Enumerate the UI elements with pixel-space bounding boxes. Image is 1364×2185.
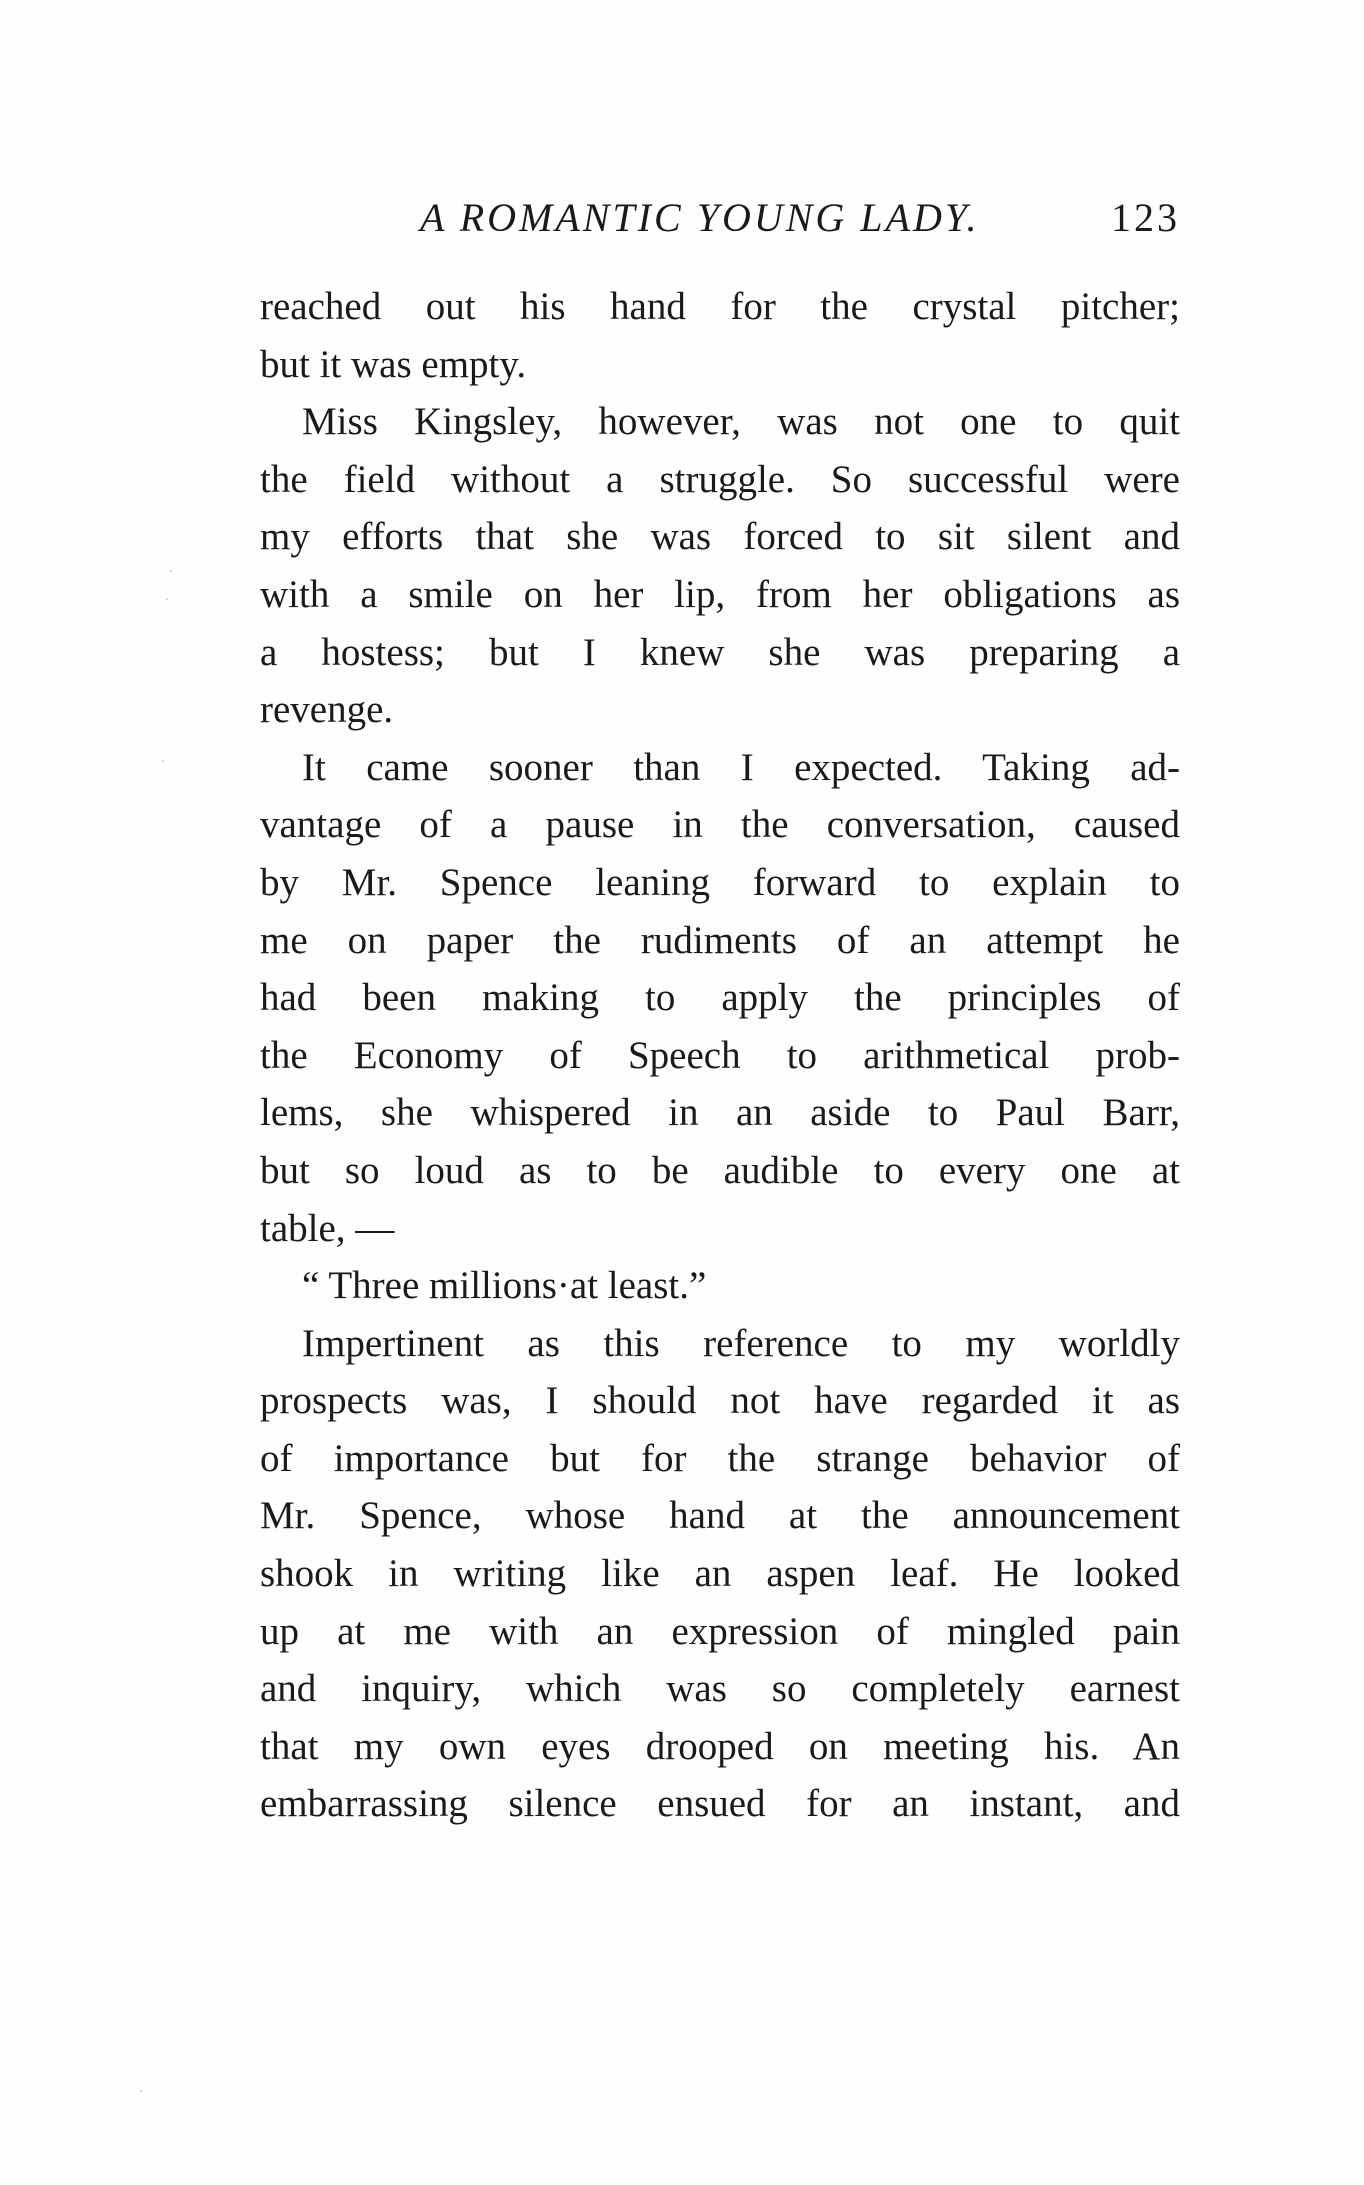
text-line: Miss Kingsley, however, was not one to quit — [302, 400, 1180, 444]
scan-speck — [170, 570, 172, 572]
text-line: “ Three millions·at least.” — [302, 1264, 707, 1308]
text-line: the Economy of Speech to arithmetical prob- — [260, 1033, 1180, 1077]
body-text — [260, 278, 1180, 1833]
text-line: that my own eyes drooped on meeting his. An — [260, 1724, 1180, 1768]
text-line: up at me with an expression of mingled pain — [260, 1609, 1180, 1653]
text-line: embarrassing silence ensued for an instant, and — [260, 1782, 1180, 1826]
running-title: A ROMANTIC YOUNG LADY. — [420, 195, 980, 240]
text-line: the field without a struggle. So successful were — [260, 457, 1180, 501]
text-line: but it was empty. — [260, 342, 527, 386]
text-line: revenge. — [260, 688, 394, 732]
text-line: vantage of a pause in the conversation, caused — [260, 803, 1180, 847]
text-line: me on paper the rudiments of an attempt he — [260, 918, 1180, 962]
text-line: with a smile on her lip, from her obligations as — [260, 572, 1180, 616]
scan-speck — [166, 598, 168, 600]
scan-speck — [162, 760, 164, 762]
scan-speck — [140, 2090, 142, 2092]
text-line: prospects was, I should not have regarded it as — [260, 1379, 1180, 1423]
text-line: lems, she whispered in an aside to Paul Barr, — [260, 1091, 1180, 1135]
text-line: had been making to apply the principles of — [260, 976, 1180, 1020]
text-line: my efforts that she was forced to sit silent and — [260, 515, 1180, 559]
text-line: table, — — [260, 1206, 395, 1250]
text-line: It came sooner than I expected. Taking ad- — [302, 745, 1180, 789]
text-line: Impertinent as this reference to my worldly — [302, 1321, 1180, 1365]
running-header — [420, 190, 1180, 246]
text-line: but so loud as to be audible to every one at — [260, 1148, 1180, 1192]
text-line: and inquiry, which was so completely earnest — [260, 1667, 1180, 1711]
page-number: 123 — [1111, 195, 1180, 240]
text-line: a hostess; but I knew she was preparing a — [260, 630, 1180, 674]
text-line: reached out his hand for the crystal pitcher; — [260, 285, 1180, 328]
text-line: of importance but for the strange behavior of — [260, 1436, 1180, 1480]
text-line: by Mr. Spence leaning forward to explain to — [260, 860, 1180, 904]
text-line: shook in writing like an aspen leaf. He looked — [260, 1552, 1180, 1596]
text-line: Mr. Spence, whose hand at the announcement — [260, 1494, 1180, 1538]
